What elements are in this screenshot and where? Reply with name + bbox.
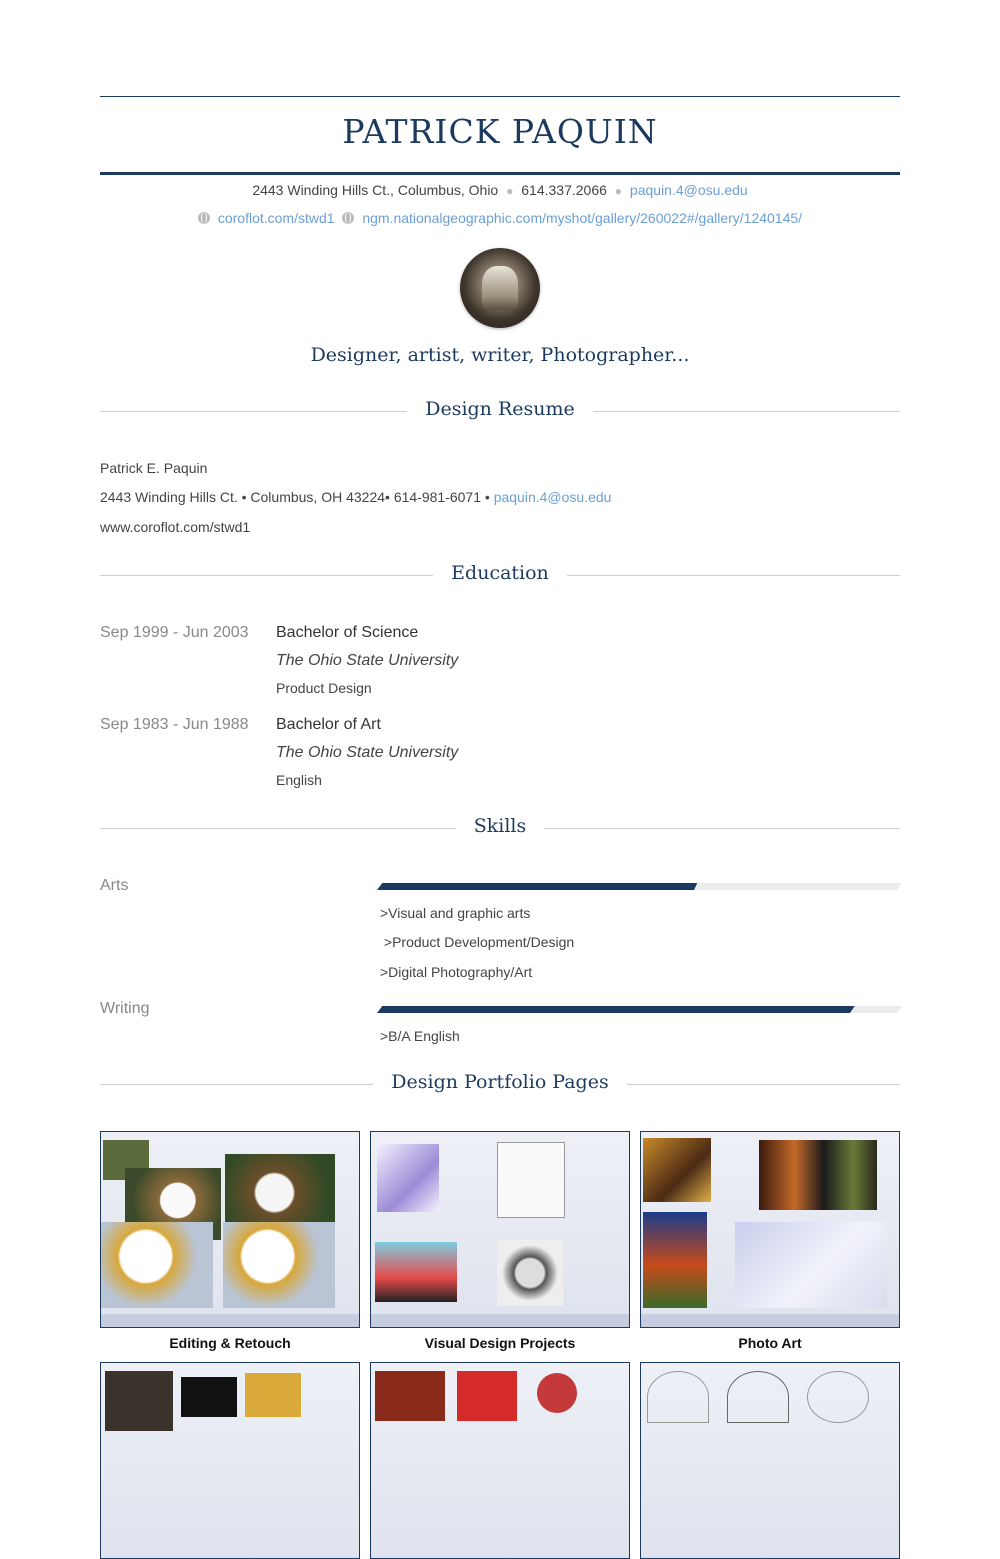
- section-title: Design Resume: [407, 398, 593, 420]
- resume-contact-text: 2443 Winding Hills Ct. • Columbus, OH 43224• 614-981-6071 •: [100, 489, 490, 505]
- resume-website: www.coroflot.com/stwd1: [100, 519, 251, 535]
- sketch-image: [727, 1371, 789, 1423]
- education-school: The Ohio State University: [276, 652, 459, 669]
- skill-item: >B/A English: [380, 1028, 460, 1044]
- section-portfolio: [100, 1071, 900, 1095]
- education-school: The Ohio State University: [276, 744, 459, 761]
- tile-footer: [641, 1314, 899, 1327]
- eagle-photo: [223, 1222, 335, 1308]
- photo-image: [537, 1373, 577, 1413]
- separator-dot: ●: [506, 184, 514, 198]
- skill-item: >Product Development/Design: [380, 934, 575, 950]
- education-degree: Bachelor of Art: [276, 716, 381, 733]
- skill-name: Writing: [100, 1000, 150, 1017]
- sketch-image: [807, 1371, 869, 1423]
- portfolio-caption[interactable]: Visual Design Projects: [424, 1335, 576, 1351]
- jet-photo-image: [735, 1222, 887, 1308]
- email-link[interactable]: paquin.4@osu.edu: [629, 182, 748, 198]
- skill-item: >Digital Photography/Art: [380, 964, 533, 980]
- portfolio-thumbnail[interactable]: [370, 1362, 630, 1559]
- section-title: Design Portfolio Pages: [373, 1071, 626, 1093]
- address-text: 2443 Winding Hills Ct., Columbus, Ohio: [252, 182, 499, 198]
- resume-email-link[interactable]: paquin.4@osu.edu: [493, 489, 612, 505]
- section-design-resume: [100, 398, 900, 422]
- skill-name: Arts: [100, 877, 129, 894]
- education-dates: Sep 1999 - Jun 2003: [100, 624, 249, 641]
- top-rule: [100, 96, 900, 97]
- section-title: Skills: [456, 815, 545, 837]
- section-skills: [100, 815, 900, 839]
- photo-image: [643, 1212, 707, 1308]
- avatar: [460, 248, 540, 328]
- tile-footer: [101, 1314, 359, 1327]
- section-title: Education: [433, 562, 567, 584]
- eagle-photo: [101, 1222, 213, 1308]
- globe-icon: [198, 212, 210, 224]
- portfolio-thumbnail-editing[interactable]: [100, 1131, 360, 1328]
- photo-image: [181, 1377, 237, 1417]
- contact-line: [100, 182, 900, 198]
- photo-image: [245, 1373, 301, 1417]
- tile-footer: [371, 1314, 629, 1327]
- title-rule: [100, 172, 900, 175]
- portfolio-thumbnail[interactable]: [640, 1362, 900, 1559]
- portfolio-caption[interactable]: Editing & Retouch: [169, 1335, 291, 1351]
- website-link-coroflot[interactable]: coroflot.com/stwd1: [217, 210, 335, 226]
- separator-dot: ●: [614, 184, 623, 198]
- page-title: PATRICK PAQUIN: [342, 112, 658, 151]
- portfolio-caption[interactable]: Photo Art: [738, 1335, 802, 1351]
- website-link-natgeo[interactable]: ngm.nationalgeographic.com/myshot/gallery/260022#/gallery/1240145/: [362, 210, 803, 226]
- skill-bar: [377, 883, 902, 890]
- globe-icon: [342, 212, 354, 224]
- websites-line: [100, 210, 900, 226]
- drawing-image: [497, 1240, 563, 1306]
- skill-bar-fill: [377, 1006, 855, 1013]
- sketch-image: [497, 1142, 565, 1218]
- phone-text: 614.337.2066: [521, 182, 607, 198]
- sketch-image: [647, 1371, 709, 1423]
- skill-bar: [377, 1006, 902, 1013]
- photo-image: [759, 1140, 877, 1210]
- portfolio-thumbnail-photo-art[interactable]: [640, 1131, 900, 1328]
- photo-image: [643, 1138, 711, 1202]
- portfolio-thumbnail[interactable]: [100, 1362, 360, 1559]
- section-education: [100, 562, 900, 586]
- resume-contact: [100, 489, 611, 505]
- skill-bar-fill: [377, 883, 697, 890]
- education-field: Product Design: [276, 680, 372, 696]
- education-field: English: [276, 772, 322, 788]
- headline: Designer, artist, writer, Photographer...: [310, 344, 690, 366]
- collage-image: [375, 1242, 457, 1302]
- education-dates: Sep 1983 - Jun 1988: [100, 716, 249, 733]
- photo-image: [105, 1371, 173, 1431]
- education-degree: Bachelor of Science: [276, 624, 419, 641]
- skill-item: >Visual and graphic arts: [380, 905, 531, 921]
- photo-image: [375, 1371, 445, 1421]
- poster-image: [377, 1144, 439, 1212]
- resume-name: Patrick E. Paquin: [100, 460, 208, 476]
- photo-image: [457, 1371, 517, 1421]
- portfolio-thumbnail-visual-design[interactable]: [370, 1131, 630, 1328]
